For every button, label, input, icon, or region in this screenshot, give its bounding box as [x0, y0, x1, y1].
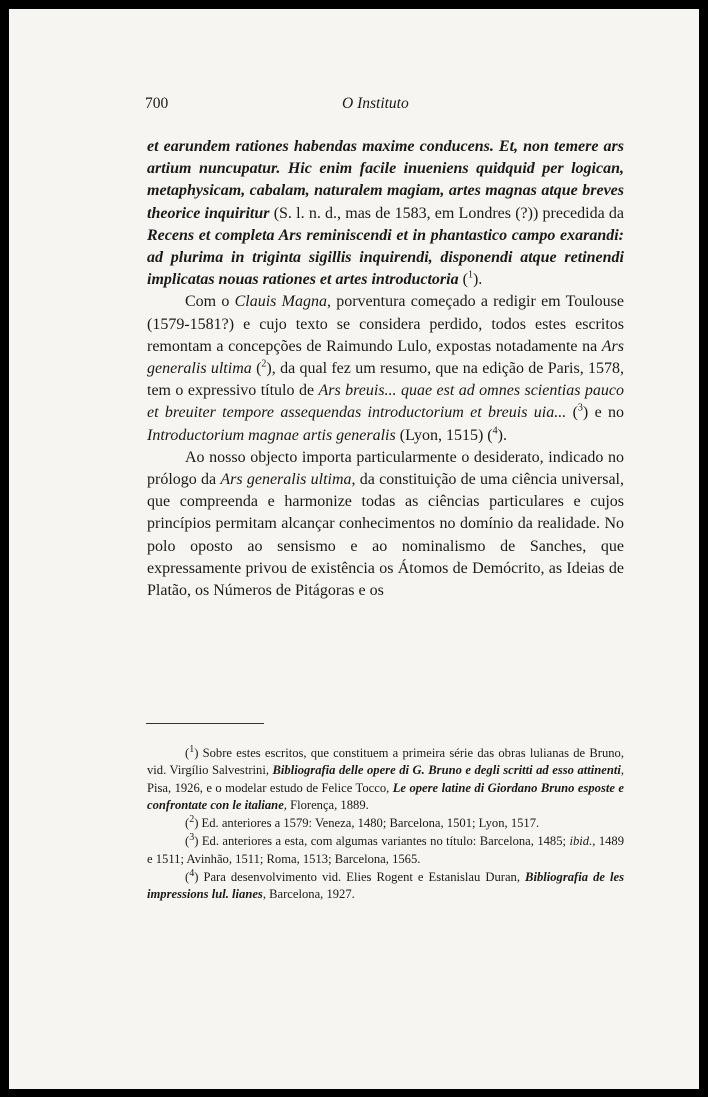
note-reference: 3	[577, 403, 583, 415]
bold-italic-title: et earundem rationes habendas maxime conducens. Et, non temere ars artium nuncupatur. Hic enim facile inueniens quidquid per logican, metaphysicam, cabalam, naturalem magiam, artes magnas atque breves theorice inquiritur	[147, 138, 624, 222]
text-run: ) Ed. anteriores a 1579: Veneza, 1480; Barcelona, 1501; Lyon, 1517.	[194, 816, 540, 831]
text-run: (	[566, 404, 578, 422]
text-run: (	[185, 816, 190, 831]
footnote	[147, 869, 624, 904]
note-reference: 2	[261, 358, 267, 370]
note-reference: 3	[189, 832, 195, 844]
footnote-divider	[146, 723, 264, 724]
bold-italic-title: Bibliografia de les impressions lul. lianes	[147, 870, 624, 902]
text-run: Ao nosso objecto importa particularmente o desiderato, indicado no prólogo da	[147, 448, 624, 489]
italic-title: Ars generalis ultima	[220, 471, 352, 489]
text-run: ).	[472, 271, 483, 289]
note-reference: 1	[189, 743, 195, 755]
text-run: ) Ed. anteriores a esta, com algumas variantes no título: Barcelona, 1485;	[194, 834, 570, 849]
text-run: (	[251, 360, 262, 378]
text-run: , Barcelona, 1927.	[262, 887, 355, 902]
bold-italic-title: Bibliografia delle opere di G. Bruno e degli scritti ad esso attinenti	[272, 763, 621, 778]
page-number: 700	[145, 95, 169, 112]
italic-title: Introductorium magnae artis generalis	[147, 426, 396, 444]
text-run: , da constituição de uma ciência universal, que compreenda e harmonize todas as ciências particulares e cujos princípios permitam alcançar conhecimentos no domínio da realidade. No polo oposto ao sensismo e ao nominalismo de Sanches, que expressamente privou de existência os Átomos de Demócrito, as Ideias de Platão, os Números de Pitágoras e os	[147, 471, 625, 600]
text-run: ) e no	[582, 404, 624, 422]
paragraph	[147, 291, 624, 446]
book-page	[9, 9, 699, 1089]
text-run: , Florença, 1889.	[283, 797, 369, 812]
text-run: ) Para desenvolvimento vid. Elies Rogent e Estanislau Duran,	[194, 870, 526, 885]
text-run: (S. l. n. d., mas de 1583, em Londres (?)) precedida da	[269, 204, 625, 222]
text-run: (Lyon, 1515) (	[395, 426, 493, 444]
text-run: Com o	[185, 293, 235, 311]
text-run: , Pisa, 1926, e o modelar estudo de Felice Tocco,	[147, 763, 625, 795]
text-run: ), da qual fez um resumo, que na edição de Paris, 1578, tem o expressivo título de	[147, 360, 625, 400]
italic-title: Ars generalis ultima	[147, 337, 624, 378]
text-run: ).	[497, 426, 507, 444]
italic-title: Ars breuis... quae est ad omnes scientias pauco et breuiter tempore assequendas introductorium et breuis uia...	[147, 382, 625, 422]
footnote	[147, 833, 624, 868]
note-reference: 2	[189, 814, 195, 825]
footnotes	[147, 745, 624, 905]
text-run: (	[185, 834, 190, 849]
footnote	[147, 815, 624, 832]
body-text	[147, 136, 624, 602]
text-run: (	[185, 746, 190, 760]
footnote	[147, 745, 624, 814]
paragraph	[147, 136, 624, 291]
bold-italic-title: Le opere latine di Giordano Bruno esposte e confrontate con le italiane	[147, 780, 624, 812]
text-run: , 1489 e 1511; Avinhão, 1511; Roma, 1513; Barcelona, 1565.	[147, 834, 625, 866]
text-run: (	[185, 870, 190, 885]
paragraph	[147, 447, 624, 602]
note-reference: 4	[189, 867, 195, 879]
running-title: O Instituto	[342, 95, 409, 112]
italic-title: ibid.	[569, 834, 593, 849]
text-run: (	[458, 271, 468, 289]
text-run: , porventura começado a redigir em Toulouse (1579-1581?) e cujo texto se considera perdido, todos estes escritos remontam a concepções de Raimundo Lulo, expostas notadamente na	[147, 293, 624, 355]
note-reference: 4	[492, 425, 498, 437]
bold-italic-title: Recens et completa Ars reminiscendi et in phantastico campo exarandi: ad plurima in triginta sigillis inquirendi, disponendi atque retinendi implicatas nouas rationes et artes introductoria	[147, 226, 624, 289]
note-reference: 1	[467, 269, 473, 281]
text-run: ) Sobre estes escritos, que constituem a primeira série das obras lulianas de Bruno, vid. Virgílio Salvestrini,	[147, 746, 624, 778]
italic-title: Clauis Magna	[234, 293, 327, 311]
